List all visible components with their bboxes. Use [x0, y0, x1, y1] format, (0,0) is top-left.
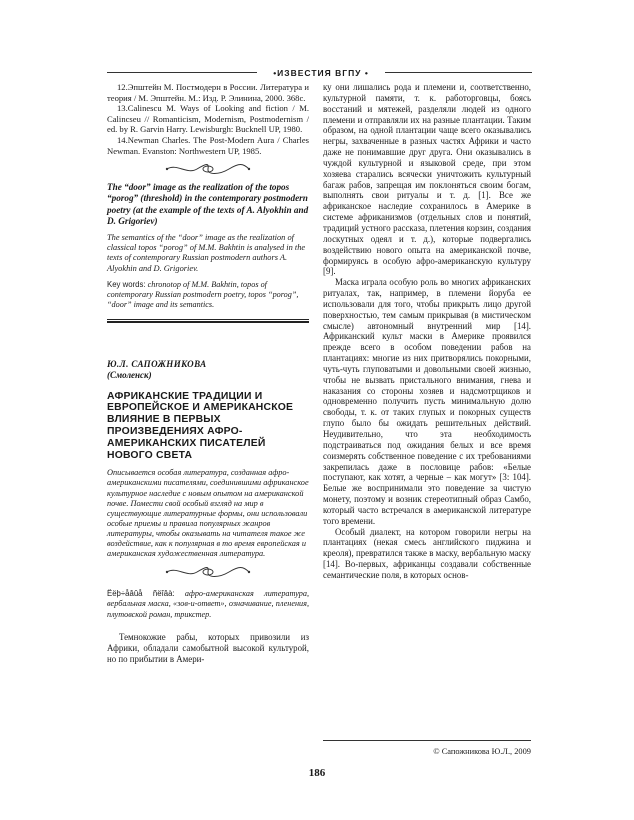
body-paragraph-left: Темнокожие рабы, которых привозили из Африки, обладали самобытной высокой культурой, но по прибытии в Амери-: [107, 631, 309, 664]
article-keywords-label: Ëëþ÷åâûå ñëîâà:: [107, 589, 175, 599]
flourish-ornament-icon: [165, 565, 251, 579]
body-paragraph-1: ку они лишались рода и племени и, соответственно, культурной памяти, т. к. работорговцы, боясь восстаний и мятежей, разделяли людей из одного племени и отправляли их на разные плантации. Таким образом, на одной плантации чаще всего оказывались негры, захваченные в разных частях Африки и часто даже не понимавшие друг друга. Они оказывались в чуждой культурной и языковой среде, при этом хозяева старались всячески уничтожить культурный багаж рабов, запрещая им поклоняться своим богам, выполнять свои ритуалы и т. д. [1]. Все же африканское наследие сохранилось в Америке в системе африканизмов (отдельных слов и понятий, традиций устного рассказа, плетения корзин, создания лоскутных одеял и т. д.), которые подвергались воздействию нового опыта на американской почве, формируясь в особую афро-американскую культуру [9].: [323, 82, 531, 277]
ornament-divider-2: [107, 565, 309, 581]
journal-title: • ИЗВЕСТИЯ ВГПУ •: [257, 66, 385, 80]
page-number: 186: [308, 767, 326, 779]
article-keywords: [107, 589, 309, 620]
footer-rule: [323, 740, 531, 741]
header-rule-right: [385, 72, 532, 73]
article-author: Ю.Л. САПОЖНИКОВА: [107, 359, 207, 370]
copyright-notice: © Сапожникова Ю.Л., 2009: [433, 747, 531, 756]
english-title: The “door” image as the realization of the topos “porog” (threshold) in the contemporary postmodern poetry (at the example of the texts of A. Alyokhin and D. Grigoriev): [107, 182, 309, 226]
reference-13: 13.Calinescu M. Ways of Looking and fiction / M. Calincseu // Romanticism, Modernism, Postmodernism / ed. by R. Garvin Harry. Lewisburgh: Bucknell UP, 1980.: [107, 103, 309, 135]
flourish-ornament-icon: [165, 162, 251, 176]
article-city: (Смоленск): [107, 369, 152, 380]
article-keywords-text: афро-американская литература, вербальная маска, «зов-и-ответ», означивание, пленения, плутовской роман, трикстер.: [107, 589, 309, 619]
header-rule-left: [107, 72, 257, 73]
right-column: [323, 82, 531, 581]
body-paragraph-3: Особый диалект, на котором говорили негры на плантациях (некая смесь английского пиджина и креоля), превратился также в маску, вербальную маску [14]. Во-первых, африканцы создавали собственные семантические поля, в которых основ-: [323, 526, 531, 580]
section-separator-thick: [107, 321, 309, 323]
ornament-divider: [107, 162, 309, 178]
article-title: АФРИКАНСКИЕ ТРАДИЦИИ И ЕВРОПЕЙСКОЕ И АМЕРИКАНСКОЕ ВЛИЯНИЕ В ПЕРВЫХ ПРОИЗВЕДЕНИЯХ АФРО-АМЕРИКАНСКИХ ПИСАТЕЛЕЙ НОВОГО СВЕТА: [107, 390, 294, 461]
reference-12: 12.Эпштейн М. Постмодерн в России. Литература и теория / М. Эпштейн. М.: Изд. Р. Элинина, 2000. 368с.: [107, 82, 309, 103]
article-abstract: Описывается особая литература, созданная афро-американскими писателями, соединившими африканское культурное наследие с новым опытом на американской почве. Помести свой особый взгляд на мир в существующие литературные формы, они использовали особые приемы и правила популярных жанров литературы, чтобы оказывать на читателя такое же воздействие, как к популярная в то время европейская и американская художественная литература.: [107, 468, 309, 559]
running-header: [107, 66, 532, 80]
left-column: [107, 82, 309, 664]
english-keywords-label: Key words:: [107, 279, 146, 289]
english-keywords: [107, 280, 309, 311]
body-paragraph-2: Маска играла особую роль во многих африканских ритуалах, так, например, в племени йоруба ее использовали для того, чтобы прикрыть лицо другой поверхностью, тем самым прикрывая (в мистическом смысле) автономный внутренний мир [14]. Африканский культ маски в Америке проявился прежде всего в особом поведении рабов на плантациях: многие из них притворялись покорными, чуть-чуть глуповатыми и довольными своей жизнью, чтобы не вызвать пристального внимания, гнева и наказания со стороны хозяев и надсмотрщиков и одновременно получить пусть минимальную долю свободы, т. к. от таких глупых и покорных существ глупо было бы ожидать решительных действий. Неудивительно, что эта необходимость подстраиваться под ожидания белых и все время соизмерять собственное поведение с их требованиями закрепилась даже в пословице рабов: «Белые поступают, как хотят, а черные – как могут» [3: 104]. Белые же воспринимали это поведение за чистую монету, поэтому и возник стереотипный образ Самбо, который часто встречался в американской литературе того времени.: [323, 277, 531, 526]
english-abstract: The semantics of the “door” image as the realization of classical topos “porog” of M.M. Bakhtin is analysed in the texts of contemporary Russian postmodern authors A. Alyokhin and D. Grigoriev.: [107, 232, 306, 273]
section-separator-thin: [107, 319, 309, 320]
reference-14: 14.Newman Charles. The Post-Modern Aura / Charles Newman. Evanston: Northwestern UP, 1985.: [107, 134, 309, 156]
english-keywords-text: chronotop of M.M. Bakhtin, topos of contemporary Russian postmodern poetry, topos “porog”, “door” image and its semantics.: [107, 279, 299, 310]
